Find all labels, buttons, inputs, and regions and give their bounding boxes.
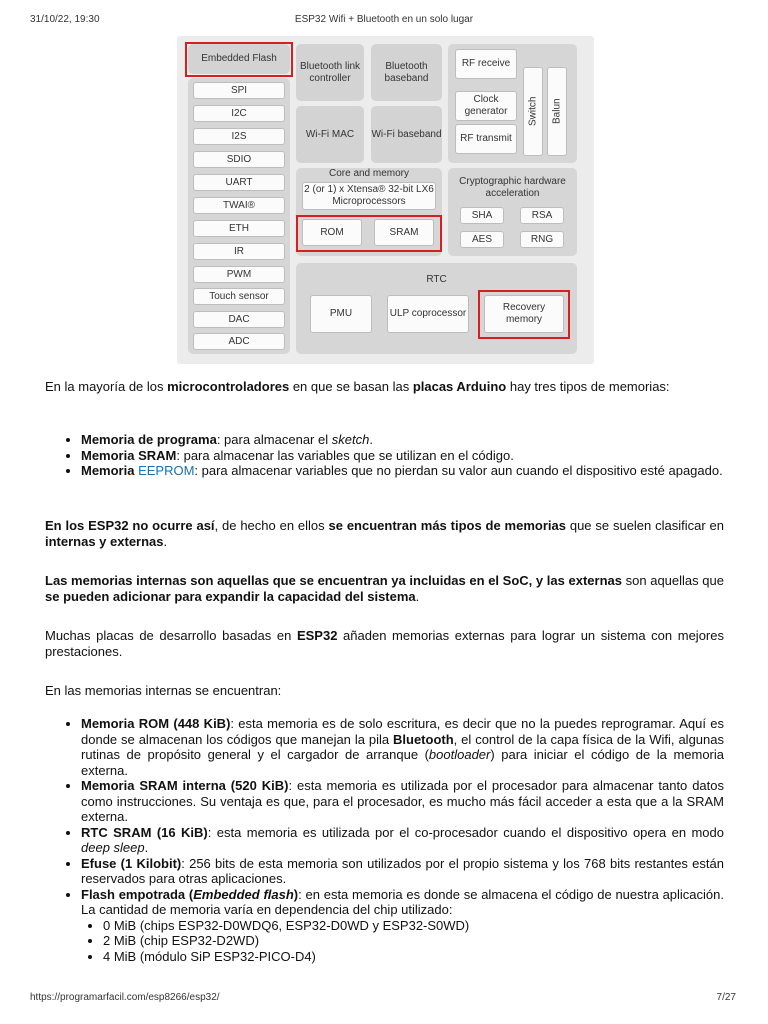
rsa-block: RSA xyxy=(520,207,564,224)
bluetooth-baseband: Bluetooth baseband xyxy=(371,44,442,101)
embedded-flash-highlight xyxy=(185,42,293,77)
core-memory-title: Core and memory xyxy=(328,168,410,179)
peripheral-eth: ETH xyxy=(193,220,285,237)
balun-label: Balun xyxy=(551,98,563,125)
peripheral-twai: TWAI® xyxy=(193,197,285,214)
peripheral-spi: SPI xyxy=(193,82,285,99)
peripheral-i2s: I2S xyxy=(193,128,285,145)
list-item: • 2 MiB (chip ESP32-D2WD) xyxy=(103,933,724,949)
pmu-block: PMU xyxy=(310,295,372,333)
list-item: • Memoria de programa: para almacenar el sketch. xyxy=(81,432,724,448)
peripheral-uart: UART xyxy=(193,174,285,191)
list-item: • Memoria ROM (448 KiB): esta memoria es de solo escritura, es decir que no la puedes reprogramar. Aquí es donde se almacenan los códigos que manejan la pila Bluetooth, el control de la capa física de la Wifi, algunas rutinas de propósito general y el cargador de arranque (bootloader) para iniciar el código de la memoria externa. xyxy=(81,716,724,778)
list-item: • Memoria SRAM interna (520 KiB): esta memoria es utilizada por el procesador para almacenar tanto datos como instrucciones. Su ventaja es que, para el procesador, es mucho más fácil acceder a esta que a la SRAM externa. xyxy=(81,778,724,825)
esp32-block-diagram xyxy=(177,36,594,364)
list-item: • Efuse (1 Kilobit): 256 bits de esta memoria son utilizados por el propio sistema y los 768 bits restantes están reservados para otras aplicaciones. xyxy=(81,856,724,887)
peripheral-ir: IR xyxy=(193,243,285,260)
aes-block: AES xyxy=(460,231,504,248)
list-item: • Flash empotrada (Embedded flash): en esta memoria es donde se almacena el código de nuestra aplicación. La cantidad de memoria varía en dependencia del chip utilizado: • 0 MiB (chips ESP32-D0WDQ6, ESP32-D0WD y ESP32-S0WD) • 2 MiB (chip ESP32-D2WD) • 4 MiB (módulo SiP ESP32-PICO-D4) xyxy=(81,887,724,965)
esp32-paragraph: En los ESP32 no ocurre así, de hecho en ellos se encuentran más tipos de memorias que se suelen clasificar en internas y externas. xyxy=(45,518,725,549)
rtc-title: RTC xyxy=(426,274,447,285)
switch-label: Switch xyxy=(527,96,539,127)
print-datetime: 31/10/22, 19:30 xyxy=(30,14,100,25)
clock-generator: Clock generator xyxy=(455,91,517,121)
print-page-title: ESP32 Wifi + Bluetooth en un solo lugar xyxy=(294,14,474,25)
list-item: • RTC SRAM (16 KiB): esta memoria es utilizada por el co-procesador cuando el dispositivo opera en modo deep sleep. xyxy=(81,825,724,856)
core-cpu: 2 (or 1) x Xtensa® 32-bit LX6 Microprocessors xyxy=(302,182,436,210)
internal-memories-list xyxy=(45,716,724,964)
recovery-memory: Recovery memory xyxy=(484,295,564,333)
recovery-memory-highlight xyxy=(478,290,570,339)
peripheral-touch-sensor: Touch sensor xyxy=(193,288,285,305)
ulp-coprocessor: ULP coprocessor xyxy=(387,295,469,333)
bluetooth-link-controller: Bluetooth link controller xyxy=(296,44,364,101)
sha-block: SHA xyxy=(460,207,504,224)
list-item: • 0 MiB (chips ESP32-D0WDQ6, ESP32-D0WD y ESP32-S0WD) xyxy=(103,918,724,934)
rom-block: ROM xyxy=(302,219,362,246)
print-page-number: 7/27 xyxy=(716,992,736,1003)
peripheral-adc: ADC xyxy=(193,333,285,350)
peripheral-pwm: PWM xyxy=(193,266,285,283)
rf-transmit: RF transmit xyxy=(455,124,517,154)
list-item: • Memoria EEPROM: para almacenar variables que no pierdan su valor aun cuando el dispositivo esté apagado. xyxy=(81,463,724,479)
internal-external-paragraph: Las memorias internas son aquellas que se encuentran ya incluidas en el SoC, y las externas son aquellas que se pueden adicionar para expandir la capacidad del sistema. xyxy=(45,573,724,604)
wifi-mac: Wi-Fi MAC xyxy=(296,106,364,163)
list-item: • 4 MiB (módulo SiP ESP32-PICO-D4) xyxy=(103,949,724,965)
embedded-flash-block: Embedded Flash xyxy=(188,44,290,74)
memory-types-list xyxy=(45,432,724,479)
dev-boards-paragraph: Muchas placas de desarrollo basadas en ESP32 añaden memorias externas para lograr un sistema con mejores prestaciones. xyxy=(45,628,724,659)
peripheral-sdio: SDIO xyxy=(193,151,285,168)
eeprom-link[interactable]: EEPROM xyxy=(138,463,195,478)
peripheral-dac: DAC xyxy=(193,311,285,328)
crypto-title: Cryptographic hardware acceleration xyxy=(459,176,566,199)
rom-sram-highlight xyxy=(296,215,442,252)
rf-receive: RF receive xyxy=(455,49,517,79)
print-source-url: https://programarfacil.com/esp8266/esp32/ xyxy=(30,992,220,1003)
internal-list-intro: En las memorias internas se encuentran: xyxy=(45,683,282,698)
list-item: • Memoria SRAM: para almacenar las variables que se utilizan en el código. xyxy=(81,448,724,464)
rng-block: RNG xyxy=(520,231,564,248)
wifi-baseband: Wi-Fi baseband xyxy=(371,106,442,163)
intro-paragraph: En la mayoría de los microcontroladores en que se basan las placas Arduino hay tres tipos de memorias: xyxy=(45,379,670,394)
sram-block: SRAM xyxy=(374,219,434,246)
peripheral-i2c: I2C xyxy=(193,105,285,122)
